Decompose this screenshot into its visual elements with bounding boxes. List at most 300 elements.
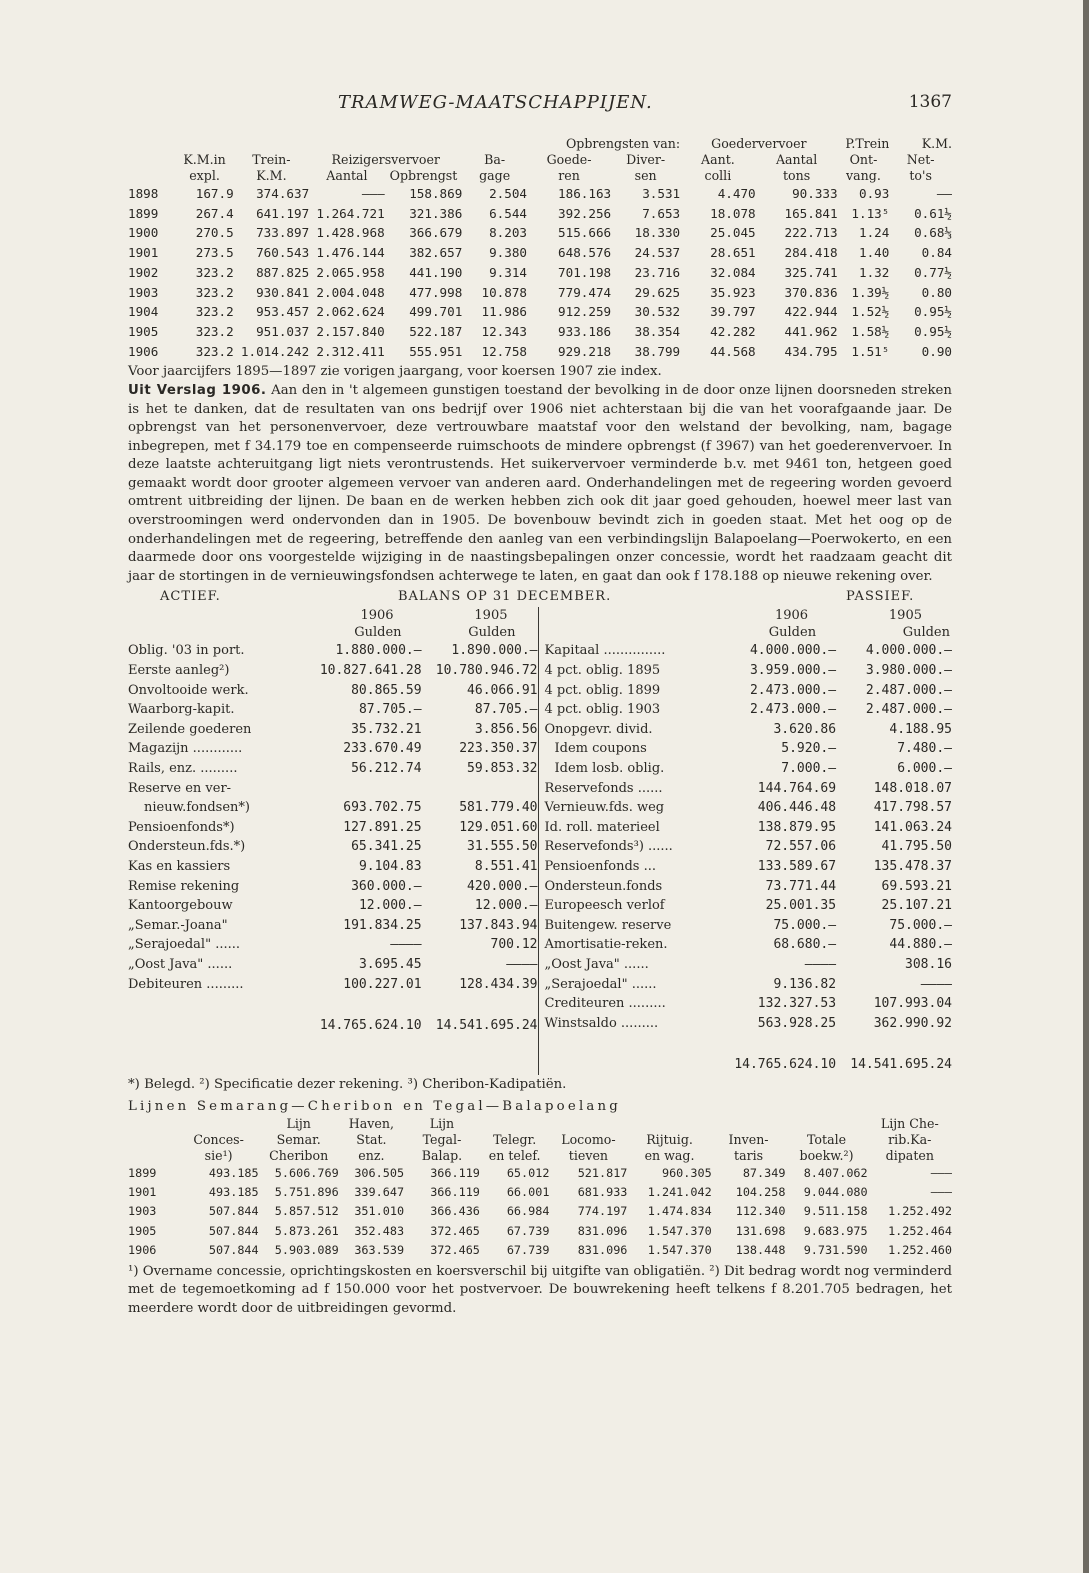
header-cell: Lijn — [429, 1115, 455, 1131]
value-1905: 128.434.39 — [459, 976, 538, 992]
value-1906: 56.212.74 — [351, 761, 422, 777]
stats-cell: 733.897 — [256, 225, 310, 241]
stats-cell: 8.203 — [489, 225, 527, 241]
stats-cell: 18.330 — [634, 225, 681, 241]
actief-row — [128, 720, 538, 740]
lijnen-table — [128, 1116, 952, 1261]
header-cell: dipaten — [885, 1147, 934, 1163]
value-1905: 87.705.— — [474, 702, 538, 718]
passief-row — [539, 916, 953, 936]
stats-cell: 930.841 — [256, 284, 310, 300]
value-1905 — [422, 779, 538, 799]
account-label: Idem losb. oblig. — [554, 761, 665, 777]
year-cell: 1906 — [128, 1243, 157, 1258]
lijnen-cell: 138.448 — [735, 1243, 786, 1258]
actief-row — [128, 641, 538, 661]
lijnen-cell: 507.844 — [208, 1223, 259, 1238]
value-1906: 138.879.95 — [757, 819, 837, 835]
stats-cell: 366.679 — [409, 225, 463, 241]
stats-cell: 32.084 — [710, 264, 756, 280]
account-label: Id. roll. materieel — [544, 819, 660, 835]
passief-row — [539, 896, 953, 916]
header-cell: enz. — [358, 1147, 385, 1163]
value-1906: 12.000.— — [358, 898, 422, 914]
lijnen-cell: 1.241.042 — [647, 1184, 712, 1199]
lijnen-cell: 5.857.512 — [274, 1204, 339, 1219]
lijnen-cell: 507.844 — [208, 1243, 259, 1258]
actief-row — [128, 955, 538, 975]
year-cell: 1902 — [128, 264, 159, 280]
actief-row — [128, 700, 538, 720]
stats-cell: 273.5 — [195, 245, 234, 261]
lijnen-cell: 352.483 — [354, 1223, 405, 1238]
value-1906: 73.771.44 — [765, 878, 837, 894]
header-cell: Semar. — [276, 1131, 321, 1147]
actief-rows — [128, 641, 538, 994]
passief-row — [539, 720, 953, 740]
lijnen-cell: 67.739 — [506, 1223, 550, 1238]
account-label: Buitengew. reserve — [544, 917, 672, 933]
stats-cell: 953.457 — [256, 304, 310, 320]
value-1905: 135.478.37 — [873, 858, 952, 874]
stats-cell: 38.354 — [634, 323, 681, 339]
stats-cell: 370.836 — [784, 284, 838, 300]
header-cell: Ont- — [849, 152, 878, 167]
stats-cell: 951.037 — [256, 323, 310, 339]
value-1906: 5.920.— — [781, 741, 837, 757]
lijnen-cell: 493.185 — [208, 1184, 259, 1199]
stats-cell: 28.651 — [710, 245, 756, 261]
actief-row — [128, 739, 538, 759]
account-label: „Semar.-Joana" — [128, 917, 228, 933]
value-1906: ———— — [390, 937, 422, 953]
stats-cell: 1.24 — [859, 225, 890, 241]
stats-cell: 25.045 — [710, 225, 756, 241]
stats-cell: 9.380 — [489, 245, 527, 261]
header-cell: Conces- — [193, 1131, 244, 1147]
header-cell: Lijn — [286, 1115, 311, 1131]
stats-cell: 434.795 — [784, 343, 838, 359]
value-1906: 2.473.000.— — [749, 682, 837, 698]
passief-row — [539, 681, 953, 701]
value-1905: 41.795.50 — [881, 839, 952, 855]
account-label: Magazijn ............ — [128, 741, 243, 757]
header-cell: en telef. — [488, 1147, 541, 1163]
stats-row — [128, 283, 952, 303]
value-1906: 9.104.83 — [358, 858, 422, 874]
account-label: Kas en kassiers — [128, 858, 231, 874]
value-1906 — [306, 779, 422, 799]
stats-cell: 522.187 — [409, 323, 463, 339]
year-1906-head: 1906 — [774, 608, 809, 624]
value-1905: 46.066.91 — [467, 682, 538, 698]
passief-total-row — [539, 1033, 953, 1075]
header-cell — [785, 1116, 867, 1132]
lijnen-cell: ——— — [930, 1165, 952, 1180]
header-cell: taris — [734, 1147, 764, 1163]
value-1906: 191.834.25 — [343, 917, 422, 933]
unit-head: Gulden — [354, 625, 402, 641]
stats-cell: 933.186 — [558, 323, 612, 339]
header-cell: Ba- — [484, 152, 506, 167]
stats-cell: 1.58½ — [851, 323, 890, 339]
value-1905: 581.779.40 — [459, 800, 538, 816]
verslag-paragraph — [128, 382, 952, 587]
stats-cell: 0.95½ — [914, 304, 952, 320]
lijnen-row — [128, 1183, 952, 1202]
year-cell: 1900 — [128, 225, 159, 241]
lijnen-cell: 65.012 — [506, 1165, 550, 1180]
header-cell: Aant. — [700, 152, 735, 167]
header-cell: tieven — [568, 1147, 609, 1163]
stats-cell: 392.256 — [558, 205, 612, 221]
lijnen-row — [128, 1202, 952, 1221]
actief-row — [128, 661, 538, 681]
stats-cell: 158.869 — [409, 186, 463, 201]
stats-cell: 382.657 — [409, 245, 463, 261]
header-ptrein: P.Trein — [845, 136, 890, 151]
page-edge — [1083, 0, 1089, 1573]
account-label: Waarborg-kapit. — [128, 702, 235, 718]
header-cell — [549, 1116, 627, 1132]
lijnen-cell: 5.751.896 — [274, 1184, 339, 1199]
stats-cell: 284.418 — [784, 245, 838, 261]
value-1905: 1.890.000.— — [451, 643, 538, 659]
stats-cell: 912.259 — [558, 304, 612, 320]
lijnen-cell: 774.197 — [577, 1204, 628, 1219]
stats-row — [128, 322, 952, 342]
actief-label: ACTIEF. — [160, 589, 221, 605]
verslag-text: Aan den in 't algemeen gunstigen toestand der bevolking in de door onze lijnen doorsneden streken is het te danken, dat de resultaten van ons bedrijf over 1906 niet achterstaan bij die van het voorafgaande jaar. De opbrengst van het personenvervoer, deze vertrouwbare maatstaf voor den welstand der bevolking, nam, bagage inbegrepen, met f 34.179 toe en compenseerde ruimschoots de mindere opbrengst (f 3967) van het goederenvervoer. In deze laatste achteruitgang ligt niets verontrustends. Het suikervervoer verminderde b.v. met 9461 ton, hetgeen goed gemaakt wordt door grooter algemeen vervoer van anderen aard. Onderhandelingen met de regeering worden gevoerd omtrent uitbreiding der lijnen. De baan en de werken hebben zich ook dit jaar goed gehouden, hoewel meer last van overstroomingen werd ondervonden dan in 1905. De bovenbouw bevindt zich in goeden staat. Met het oog op de onderhandelingen met de regeering, betreffende den aanleg van een verbindingslijn Balapoelang—Poerwokerto, en een daarmede door ons voorgestelde wijziging in de naastingsbepalingen onzer concessie, wordt het raadzaam geacht dit jaar de stortingen in de vernieuwingsfondsen achterwege te laten, en gaat dan ook f 178.188 op nieuwe rekening over. — [128, 382, 952, 584]
account-label: Oblig. '03 in port. — [128, 643, 245, 659]
lijnen-row — [128, 1241, 952, 1260]
passief-row — [539, 818, 953, 838]
value-1906: 3.695.45 — [358, 956, 422, 972]
stats-cell: 323.2 — [195, 284, 234, 300]
passief-row — [539, 857, 953, 877]
header-cell: gage — [479, 168, 511, 183]
actief-row — [128, 896, 538, 916]
stats-cell: 441.962 — [784, 323, 838, 339]
value-1906: 3.620.86 — [773, 721, 837, 737]
lijnen-cell: 9.044.080 — [803, 1184, 868, 1199]
header-cell — [627, 1116, 711, 1132]
stats-cell: 39.797 — [710, 304, 756, 320]
header-cell: sie¹) — [204, 1147, 233, 1163]
stats-cell: 2.312.411 — [316, 343, 385, 359]
account-label: Eerste aanleg²) — [128, 663, 230, 679]
value-1906: 25.001.35 — [765, 898, 837, 914]
header-cell: Trein- — [252, 152, 291, 167]
value-1905: 44.880.— — [889, 937, 952, 953]
year-1905-head: 1905 — [474, 608, 508, 624]
stats-cell: 3.531 — [642, 186, 681, 201]
unit-head: Gulden — [468, 625, 516, 641]
passief-row — [539, 955, 953, 975]
stats-cell: 42.282 — [710, 323, 756, 339]
lijnen-cell: 831.096 — [577, 1243, 628, 1258]
lijnen-cell: 131.698 — [735, 1223, 786, 1238]
value-1905: 6.000.— — [897, 761, 952, 777]
header-cell — [179, 1116, 259, 1132]
stats-cell: 1.52½ — [851, 304, 890, 320]
stats-cell: 323.2 — [195, 304, 234, 320]
lijnen-row — [128, 1222, 952, 1241]
actief-row — [128, 779, 538, 799]
stats-cell: 2.504 — [489, 186, 527, 201]
account-label: Ondersteun.fonds — [544, 878, 663, 894]
account-label: Onopgevr. divid. — [544, 721, 653, 737]
stats-cell: 167.9 — [195, 186, 234, 201]
stats-cell: 0.80 — [921, 284, 952, 300]
year-cell: 1901 — [128, 245, 159, 261]
account-label: Reserve en ver- — [128, 780, 232, 796]
passief-row — [539, 739, 953, 759]
value-1906: ———— — [804, 956, 837, 972]
year-1906-head: 1906 — [360, 608, 394, 624]
value-1906: 563.928.25 — [757, 1015, 837, 1031]
stats-cell: 1.13⁵ — [851, 205, 890, 221]
stats-cell: 44.568 — [710, 343, 756, 359]
year-cell: 1905 — [128, 323, 159, 339]
lijnen-cell: 681.933 — [577, 1184, 628, 1199]
header-cell: Inven- — [728, 1131, 769, 1147]
actief-row — [128, 818, 538, 838]
passief-row — [539, 759, 953, 779]
year-cell: 1898 — [128, 186, 159, 201]
lijnen-row — [128, 1164, 952, 1183]
lijnen-cell: 66.001 — [506, 1184, 550, 1199]
value-1905: 417.798.57 — [873, 800, 952, 816]
stats-cell: 9.314 — [489, 264, 527, 280]
value-1906: 127.891.25 — [343, 819, 422, 835]
stats-cell: 2.062.624 — [316, 304, 385, 320]
value-1905: 75.000.— — [889, 917, 952, 933]
header-cell: Reizigersvervoer — [331, 152, 440, 167]
stats-row — [128, 204, 952, 224]
stats-cell: 325.741 — [784, 264, 838, 280]
year-cell: 1899 — [128, 205, 159, 221]
year-cell: 1906 — [128, 343, 159, 359]
header-cell: Goede- — [546, 152, 592, 167]
verslag-section — [128, 363, 952, 586]
stats-header-row — [128, 168, 952, 184]
stats-body — [128, 184, 952, 361]
passief-row — [539, 994, 953, 1014]
lijnen-cell: 9.511.158 — [803, 1204, 868, 1219]
value-1905: 362.990.92 — [873, 1015, 952, 1031]
account-label: Idem coupons — [554, 741, 647, 757]
stats-cell: 641.197 — [256, 205, 310, 221]
stats-cell: 701.198 — [558, 264, 612, 280]
lijnen-cell: 9.731.590 — [803, 1243, 868, 1258]
passief-row — [539, 641, 953, 661]
stats-cell: —— — [936, 186, 952, 201]
balance-footnotes: *) Belegd. ²) Specificatie dezer rekening. ³) Cheribon-Kadipatiën. — [128, 1076, 567, 1092]
stats-cell: 10.878 — [481, 284, 527, 300]
account-label: Zeilende goederen — [128, 721, 252, 737]
passief-total-1905: 14.541.695.24 — [850, 1057, 952, 1073]
account-label: Reservefonds ...... — [544, 780, 663, 796]
lijnen-cell: 5.873.261 — [274, 1223, 339, 1238]
header-cell: boekw.²) — [799, 1147, 854, 1163]
stats-cell: 323.2 — [195, 343, 234, 359]
stats-cell: 4.470 — [717, 186, 756, 201]
account-label: „Oost Java" ...... — [128, 956, 233, 972]
stats-cell: 267.4 — [195, 205, 234, 221]
value-1905: 129.051.60 — [459, 819, 538, 835]
header-cell: rib.Ka- — [888, 1131, 932, 1147]
passief-column — [538, 607, 953, 1074]
stats-row — [128, 263, 952, 283]
stats-row — [128, 302, 952, 322]
actief-row — [128, 681, 538, 701]
actief-row — [128, 759, 538, 779]
stats-cell: 29.625 — [634, 284, 681, 300]
account-label: Europeesch verlof — [544, 898, 665, 914]
actief-row — [128, 837, 538, 857]
stats-cell: 0.84 — [921, 245, 952, 261]
value-1906: 80.865.59 — [351, 682, 422, 698]
stats-cell: 38.799 — [634, 343, 681, 359]
stats-cell: 929.218 — [558, 343, 612, 359]
value-1906: 35.732.21 — [351, 721, 422, 737]
account-label: „Serajoedal" ...... — [544, 976, 657, 992]
running-head — [128, 92, 952, 122]
stats-cell: 499.701 — [409, 304, 463, 320]
stats-cell: 222.713 — [784, 225, 838, 241]
header-cell: Net- — [906, 152, 935, 167]
value-1905: 223.350.37 — [459, 741, 538, 757]
value-1906: 233.670.49 — [343, 741, 422, 757]
balance-columns — [128, 607, 952, 1074]
lijnen-cell: 493.185 — [208, 1165, 259, 1180]
value-1905: 31.555.50 — [467, 839, 538, 855]
stats-cell: 35.923 — [710, 284, 756, 300]
value-1905: 3.856.56 — [474, 721, 538, 737]
header-cell: Stat. — [356, 1131, 387, 1147]
account-label: „Oost Java" ...... — [544, 956, 649, 972]
account-label: 4 pct. oblig. 1899 — [544, 682, 661, 698]
stats-cell: 23.716 — [634, 264, 681, 280]
lijnen-cell: 9.683.975 — [803, 1223, 868, 1238]
lijnen-cell: 366.436 — [430, 1204, 480, 1219]
verslag-lead: Uit Verslag 1906. — [128, 382, 267, 398]
lijnen-cell: 521.817 — [577, 1165, 628, 1180]
value-1906: 1.880.000.— — [335, 643, 422, 659]
stats-cell: 323.2 — [195, 264, 234, 280]
header-cell — [128, 1132, 179, 1148]
account-label: Pensioenfonds*) — [128, 819, 235, 835]
account-label: Remise rekening — [128, 878, 240, 894]
header-cell: K.M. — [256, 168, 287, 183]
account-label: Pensioenfonds ... — [544, 858, 656, 874]
stats-cell: 1.39½ — [851, 284, 890, 300]
value-1906: 4.000.000.— — [749, 643, 837, 659]
value-1905: 69.593.21 — [881, 878, 952, 894]
value-1906: 10.827.641.28 — [319, 663, 422, 679]
value-1906: 65.341.25 — [351, 839, 422, 855]
passief-rows — [539, 641, 953, 1033]
stats-row — [128, 184, 952, 204]
actief-table — [128, 607, 538, 1035]
value-1906: 3.959.000.— — [749, 663, 837, 679]
header-goedervervoer: Goedervervoer — [711, 136, 807, 151]
value-1905: 2.487.000.— — [865, 682, 952, 698]
header-cell — [712, 1116, 786, 1132]
year-cell: 1901 — [128, 1184, 157, 1199]
lijnen-cell: 5.606.769 — [274, 1165, 339, 1180]
stats-cell: ——— — [361, 186, 385, 201]
header-cell: Aantal — [326, 168, 368, 183]
value-1906: 360.000.— — [351, 878, 422, 894]
passief-row — [539, 1014, 953, 1034]
passief-row — [539, 798, 953, 818]
year-cell: 1903 — [128, 284, 159, 300]
stats-cell: 374.637 — [256, 186, 310, 201]
header-cell — [128, 1116, 179, 1132]
account-label: Ondersteun.fds.*) — [128, 839, 246, 855]
stats-cell: 1.32 — [859, 264, 890, 280]
stats-cell: 555.951 — [409, 343, 463, 359]
unit-head: Gulden — [902, 625, 950, 641]
exploitation-stats-table — [128, 136, 952, 361]
stats-cell: 90.333 — [792, 186, 838, 201]
header-cell: expl. — [189, 168, 220, 183]
lijnen-cell: ——— — [930, 1184, 952, 1199]
actief-row — [128, 935, 538, 955]
stats-cell: 2.004.048 — [316, 284, 385, 300]
value-1906: 100.227.01 — [343, 976, 422, 992]
actief-row — [128, 916, 538, 936]
header-cell: K.M.in — [183, 152, 226, 167]
stats-row — [128, 243, 952, 263]
stats-cell: 0.95½ — [914, 323, 952, 339]
header-cell: Opbrengst — [389, 168, 458, 183]
value-1905: 4.000.000.— — [865, 643, 952, 659]
passief-label: PASSIEF. — [846, 589, 915, 605]
stats-cell: 165.841 — [784, 205, 838, 221]
account-label: „Serajoedal" ...... — [128, 937, 240, 953]
value-1905: 25.107.21 — [881, 898, 952, 914]
passief-row — [539, 975, 953, 995]
stats-cell: 0.77½ — [914, 264, 952, 280]
stats-cell: 11.986 — [481, 304, 527, 320]
lijnen-cell: 351.010 — [354, 1204, 405, 1219]
stats-cell: 12.758 — [481, 343, 527, 359]
passief-row — [539, 661, 953, 681]
lijnen-cell: 363.539 — [354, 1243, 405, 1258]
lijnen-header-row — [128, 1132, 952, 1148]
lijnen-cell: 1.547.370 — [647, 1223, 712, 1238]
value-1905: 148.018.07 — [873, 780, 952, 796]
running-head-title: TRAMWEG-MAATSCHAPPIJEN. — [338, 92, 653, 113]
account-label: Amortisatie-reken. — [544, 937, 668, 953]
value-1905: 137.843.94 — [459, 917, 538, 933]
lijnen-cell: 339.647 — [354, 1184, 405, 1199]
account-label: Crediteuren ......... — [544, 996, 666, 1012]
value-1905: 2.487.000.— — [865, 702, 952, 718]
header-cell: tons — [782, 168, 811, 183]
header-cell: Cheribon — [269, 1147, 329, 1163]
stats-cell: 30.532 — [634, 304, 681, 320]
value-1905: 4.188.95 — [889, 721, 952, 737]
value-1906: 406.446.48 — [757, 800, 837, 816]
unit-head: Gulden — [768, 625, 817, 641]
lijnen-rows — [128, 1164, 952, 1261]
stats-cell: 0.68⅓ — [914, 225, 952, 241]
value-1906: 87.705.— — [358, 702, 422, 718]
